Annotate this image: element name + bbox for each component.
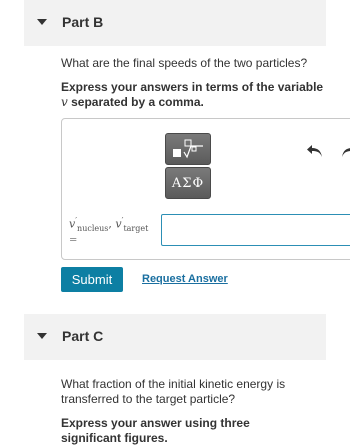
equals-sign: =: [69, 235, 78, 246]
answer-label: [69, 215, 148, 235]
request-answer-link[interactable]: Request Answer: [142, 273, 228, 285]
templates-button[interactable]: [165, 133, 211, 165]
templates-icon: [170, 138, 206, 160]
nucleus-subscript: nucleus: [77, 223, 109, 233]
prime-2: ′: [121, 216, 124, 225]
part-c-question: What fraction of the initial kinetic energy is transferred to the target particle?: [61, 377, 286, 406]
symbols-button[interactable]: [165, 167, 211, 199]
undo-icon[interactable]: [306, 143, 324, 159]
redo-icon[interactable]: [340, 143, 350, 159]
symbols-label: ΑΣΦ: [171, 175, 205, 191]
instruction-suffix: separated by a comma.: [71, 95, 204, 109]
part-b-question: What are the final speeds of the two particles?: [61, 56, 308, 70]
chevron-down-icon[interactable]: [37, 19, 47, 25]
part-c-header[interactable]: [24, 314, 326, 360]
prime-1: ′: [75, 216, 78, 225]
part-c-title: Part C: [62, 328, 104, 344]
submit-button[interactable]: Submit: [61, 267, 123, 292]
answer-input[interactable]: [161, 214, 350, 246]
chevron-down-icon[interactable]: [37, 333, 47, 339]
instruction-prefix: Express your answers in terms of the variable: [61, 80, 324, 94]
label-separator: ,: [108, 217, 112, 231]
part-b-title: Part B: [62, 14, 104, 30]
part-c-instruction: Express your answer using three significant figures.: [61, 416, 250, 445]
target-subscript: target: [123, 223, 149, 233]
v-target-symbol: v: [115, 217, 122, 231]
part-b-header[interactable]: [24, 0, 326, 46]
v-nucleus-symbol: v: [69, 217, 76, 231]
part-b-instruction: [61, 80, 331, 110]
instruction-variable: v: [61, 95, 68, 109]
